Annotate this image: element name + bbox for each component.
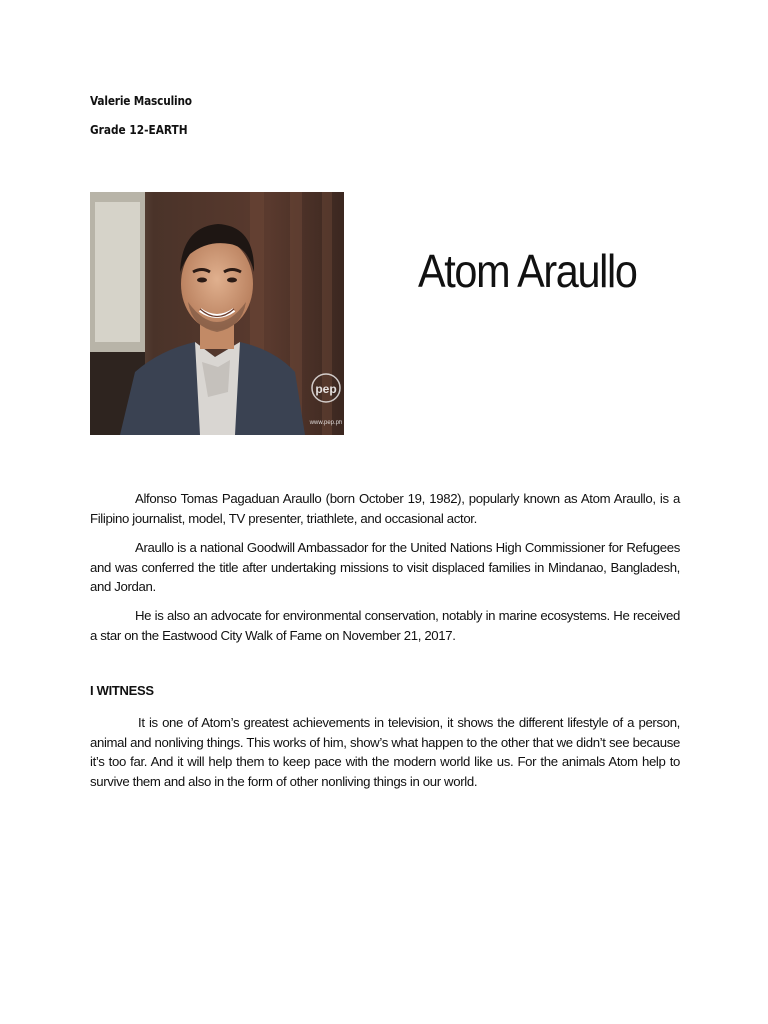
page-title: Atom Araullo (418, 245, 637, 297)
portrait-illustration (90, 192, 344, 435)
paragraph-bio: Alfonso Tomas Pagaduan Araullo (born October 19, 1982), popularly known as Atom Araullo, is a Filipino journalist, model, TV presenter, triathlete, and occasional actor. (90, 491, 680, 526)
author-name: Valerie Masculino (90, 94, 192, 108)
watermark-logo: pep (315, 382, 337, 396)
paragraph-i-witness: It is one of Atom’s greatest achievements in television, it shows the different lifestyle of a person, animal and nonliving things. This works of him, show’s what happen to the other that we didn’t see because it’s too far. And it will help them to keep pace with the modern world like us. For the animals Atom help to survive them and also in the form of other nonliving things in our world. (90, 715, 680, 789)
section-heading: I WITNESS (90, 683, 154, 698)
grade-section: Grade 12-EARTH (90, 123, 188, 137)
paragraph-ambassador: Araullo is a national Goodwill Ambassador for the United Nations High Commissioner for Refugees and was conferred the title after undertaking missions to visit displaced families in Mindanao, Bangladesh, and Jordan. (90, 540, 680, 594)
portrait-photo (90, 192, 344, 435)
paragraph-advocacy: He is also an advocate for environmental conservation, notably in marine ecosystems. He received a star on the Eastwood City Walk of Fame on November 21, 2017. (90, 608, 680, 643)
watermark-url: www.pep.ph (309, 420, 343, 426)
